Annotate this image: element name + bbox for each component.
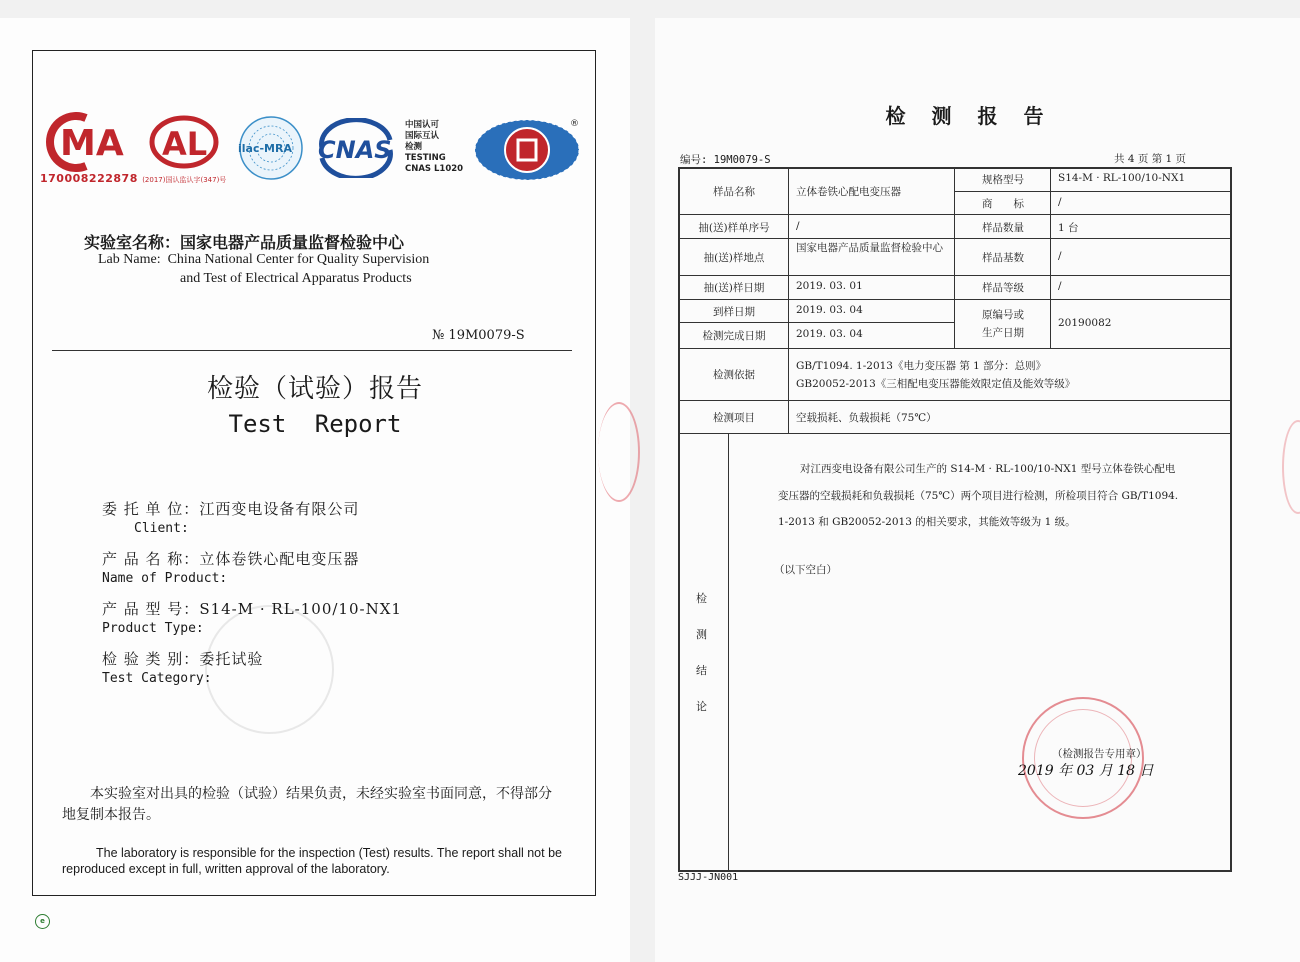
label-grade: 样品等级 (982, 282, 1024, 294)
conclusion-label-char: 测 (696, 628, 707, 641)
label-spec: 规格型号 (982, 174, 1024, 186)
value-arrival-date: 2019. 03. 04 (796, 304, 863, 316)
label-sample-name: 样品名称 (713, 186, 755, 198)
value-sample-date: 2019. 03. 01 (796, 280, 863, 292)
label-sample-date: 抽(送)样日期 (703, 282, 765, 294)
cma-code-note: (2017)国认监认字(347)号 (142, 176, 227, 184)
value-sample-name: 立体卷铁心配电变压器 (796, 186, 901, 198)
cnas-logo (316, 118, 396, 178)
conclusion-text: 对江西变电设备有限公司生产的 S14-M · RL-100/10-NX1 型号立体卷铁心配电变压器的空载损耗和负载损耗（75℃）两个项目进行检测，所检项目符合 GB/T1094. 1-2013 和 GB20052-2013 的相关要求，其能效等级为 1 级。 (778, 463, 1179, 528)
value-qty: 1 台 (1058, 222, 1079, 234)
field-label: 委 托 单 位： (102, 500, 200, 518)
value-spec: S14-M · RL-100/10-NX1 (1058, 172, 1186, 184)
label-orig-no-line1: 原编号或 (982, 309, 1024, 321)
lab-name-en (98, 252, 429, 268)
field-value: 立体卷铁心配电变压器 (199, 550, 360, 568)
conclusion-tail: （以下空白） (774, 564, 837, 576)
label-orig-no-line2: 生产日期 (982, 327, 1024, 339)
ilac-logo-text: ilac-MRA (238, 142, 292, 155)
field-client (102, 498, 359, 536)
disclaimer-en: The laboratory is responsible for the inspection (Test) results. The report shall not be reproduced except in full, written approval of the laboratory. (62, 846, 562, 876)
label-sample-serial: 抽(送)样单序号 (698, 222, 770, 234)
stamp-caption: （检测报告专用章） (1052, 748, 1147, 760)
label-base: 样品基数 (982, 252, 1024, 264)
field-label-en: Test Category: (102, 671, 212, 686)
value-base: / (1058, 250, 1062, 262)
field-product-name (102, 548, 359, 586)
lab-name-en-label: Lab Name: (98, 252, 161, 267)
value-test-items: 空载损耗、负载损耗（75℃） (796, 412, 937, 424)
lab-name-cn: 实验室名称：国家电器产品质量监督检验中心 (84, 233, 405, 252)
conclusion-label-char: 论 (696, 700, 707, 713)
page-info: 共 4 页 第 1 页 (1114, 153, 1187, 165)
conclusion-label-char: 检 (696, 592, 707, 605)
label-finish-date: 检测完成日期 (702, 330, 766, 342)
cnas-side-line: CNAS L1020 (405, 164, 464, 174)
label-arrival-date: 到样日期 (713, 306, 755, 318)
cover-report-number: № 19M0079-S (432, 328, 525, 343)
cnas-logo-text: CNAS (318, 136, 392, 164)
field-value: S14-M · RL-100/10-NX1 (199, 600, 402, 618)
cnas-side-line: 中国认可 (405, 120, 440, 130)
ilac-mra-logo (236, 114, 306, 184)
divider (52, 350, 572, 351)
signing-date: 2019 年 03 月 18 日 (1018, 763, 1154, 779)
report-number: 编号: 19M0079-S (680, 154, 771, 166)
report-title-cn: 检验（试验）报告 (206, 374, 423, 404)
label-orig-no (956, 307, 1050, 340)
lab-name-en-line1: China National Center for Quality Supervision (167, 252, 430, 267)
field-product-type (102, 598, 402, 636)
value-test-basis-2: GB20052-2013《三相配电变压器能效限定值及能效等级》 (796, 378, 1076, 390)
value-location: 国家电器产品质量监督检验中心 (796, 242, 943, 254)
registered-mark: ® (570, 119, 579, 129)
label-qty: 样品数量 (982, 222, 1024, 234)
value-test-basis-1: GB/T1094. 1-2013《电力变压器 第 1 部分：总则》 (796, 360, 1047, 372)
value-finish-date: 2019. 03. 04 (796, 328, 863, 340)
cnas-side-text (405, 120, 463, 175)
label-location: 抽(送)样地点 (703, 252, 765, 264)
cnas-side-line: 检测 (405, 142, 423, 152)
conclusion-label-char: 结 (696, 664, 707, 677)
lab-name-en-line2: and Test of Electrical Apparatus Products (180, 271, 412, 286)
seam-seal-fragment (598, 402, 640, 502)
label-brand: 商 标 (982, 198, 1024, 210)
field-label: 产 品 名 称： (102, 550, 200, 568)
cal-logo-text: AL (162, 125, 208, 163)
field-label-en: Name of Product: (102, 571, 228, 586)
cnas-side-line: 国际互认 (405, 131, 440, 141)
field-label-en: Client: (134, 521, 189, 536)
field-value: 委托试验 (199, 650, 264, 668)
value-grade: / (1058, 280, 1062, 292)
field-label: 产 品 型 号： (102, 600, 200, 618)
cma-logo (40, 112, 136, 172)
report-title-en: Test Report (228, 410, 402, 438)
small-emblem-icon: e (35, 914, 50, 929)
disclaimer-cn: 本实验室对出具的检验（试验）结果负责，未经实验室书面同意，不得部分地复制本报告。 (62, 786, 552, 823)
value-sample-serial: / (796, 220, 800, 232)
cal-logo (148, 114, 220, 174)
label-test-items: 检测项目 (713, 412, 755, 424)
form-code: SJJJ-JN001 (678, 872, 739, 883)
field-label: 检 验 类 别： (102, 650, 200, 668)
value-orig-no: 20190082 (1058, 317, 1112, 329)
field-value: 江西变电设备有限公司 (199, 500, 360, 518)
cma-logo-text: MA (60, 123, 124, 164)
cma-code: 170008222878 (2017)国认监认字(347)号 (40, 172, 227, 185)
field-label-en: Product Type: (102, 621, 204, 636)
value-brand: / (1058, 196, 1062, 208)
report-title: 检测报告 (885, 104, 1070, 128)
globe-certification-logo (472, 114, 582, 184)
field-test-category (102, 648, 263, 686)
cnas-side-line: TESTING (405, 153, 446, 163)
label-test-basis: 检测依据 (713, 369, 755, 381)
